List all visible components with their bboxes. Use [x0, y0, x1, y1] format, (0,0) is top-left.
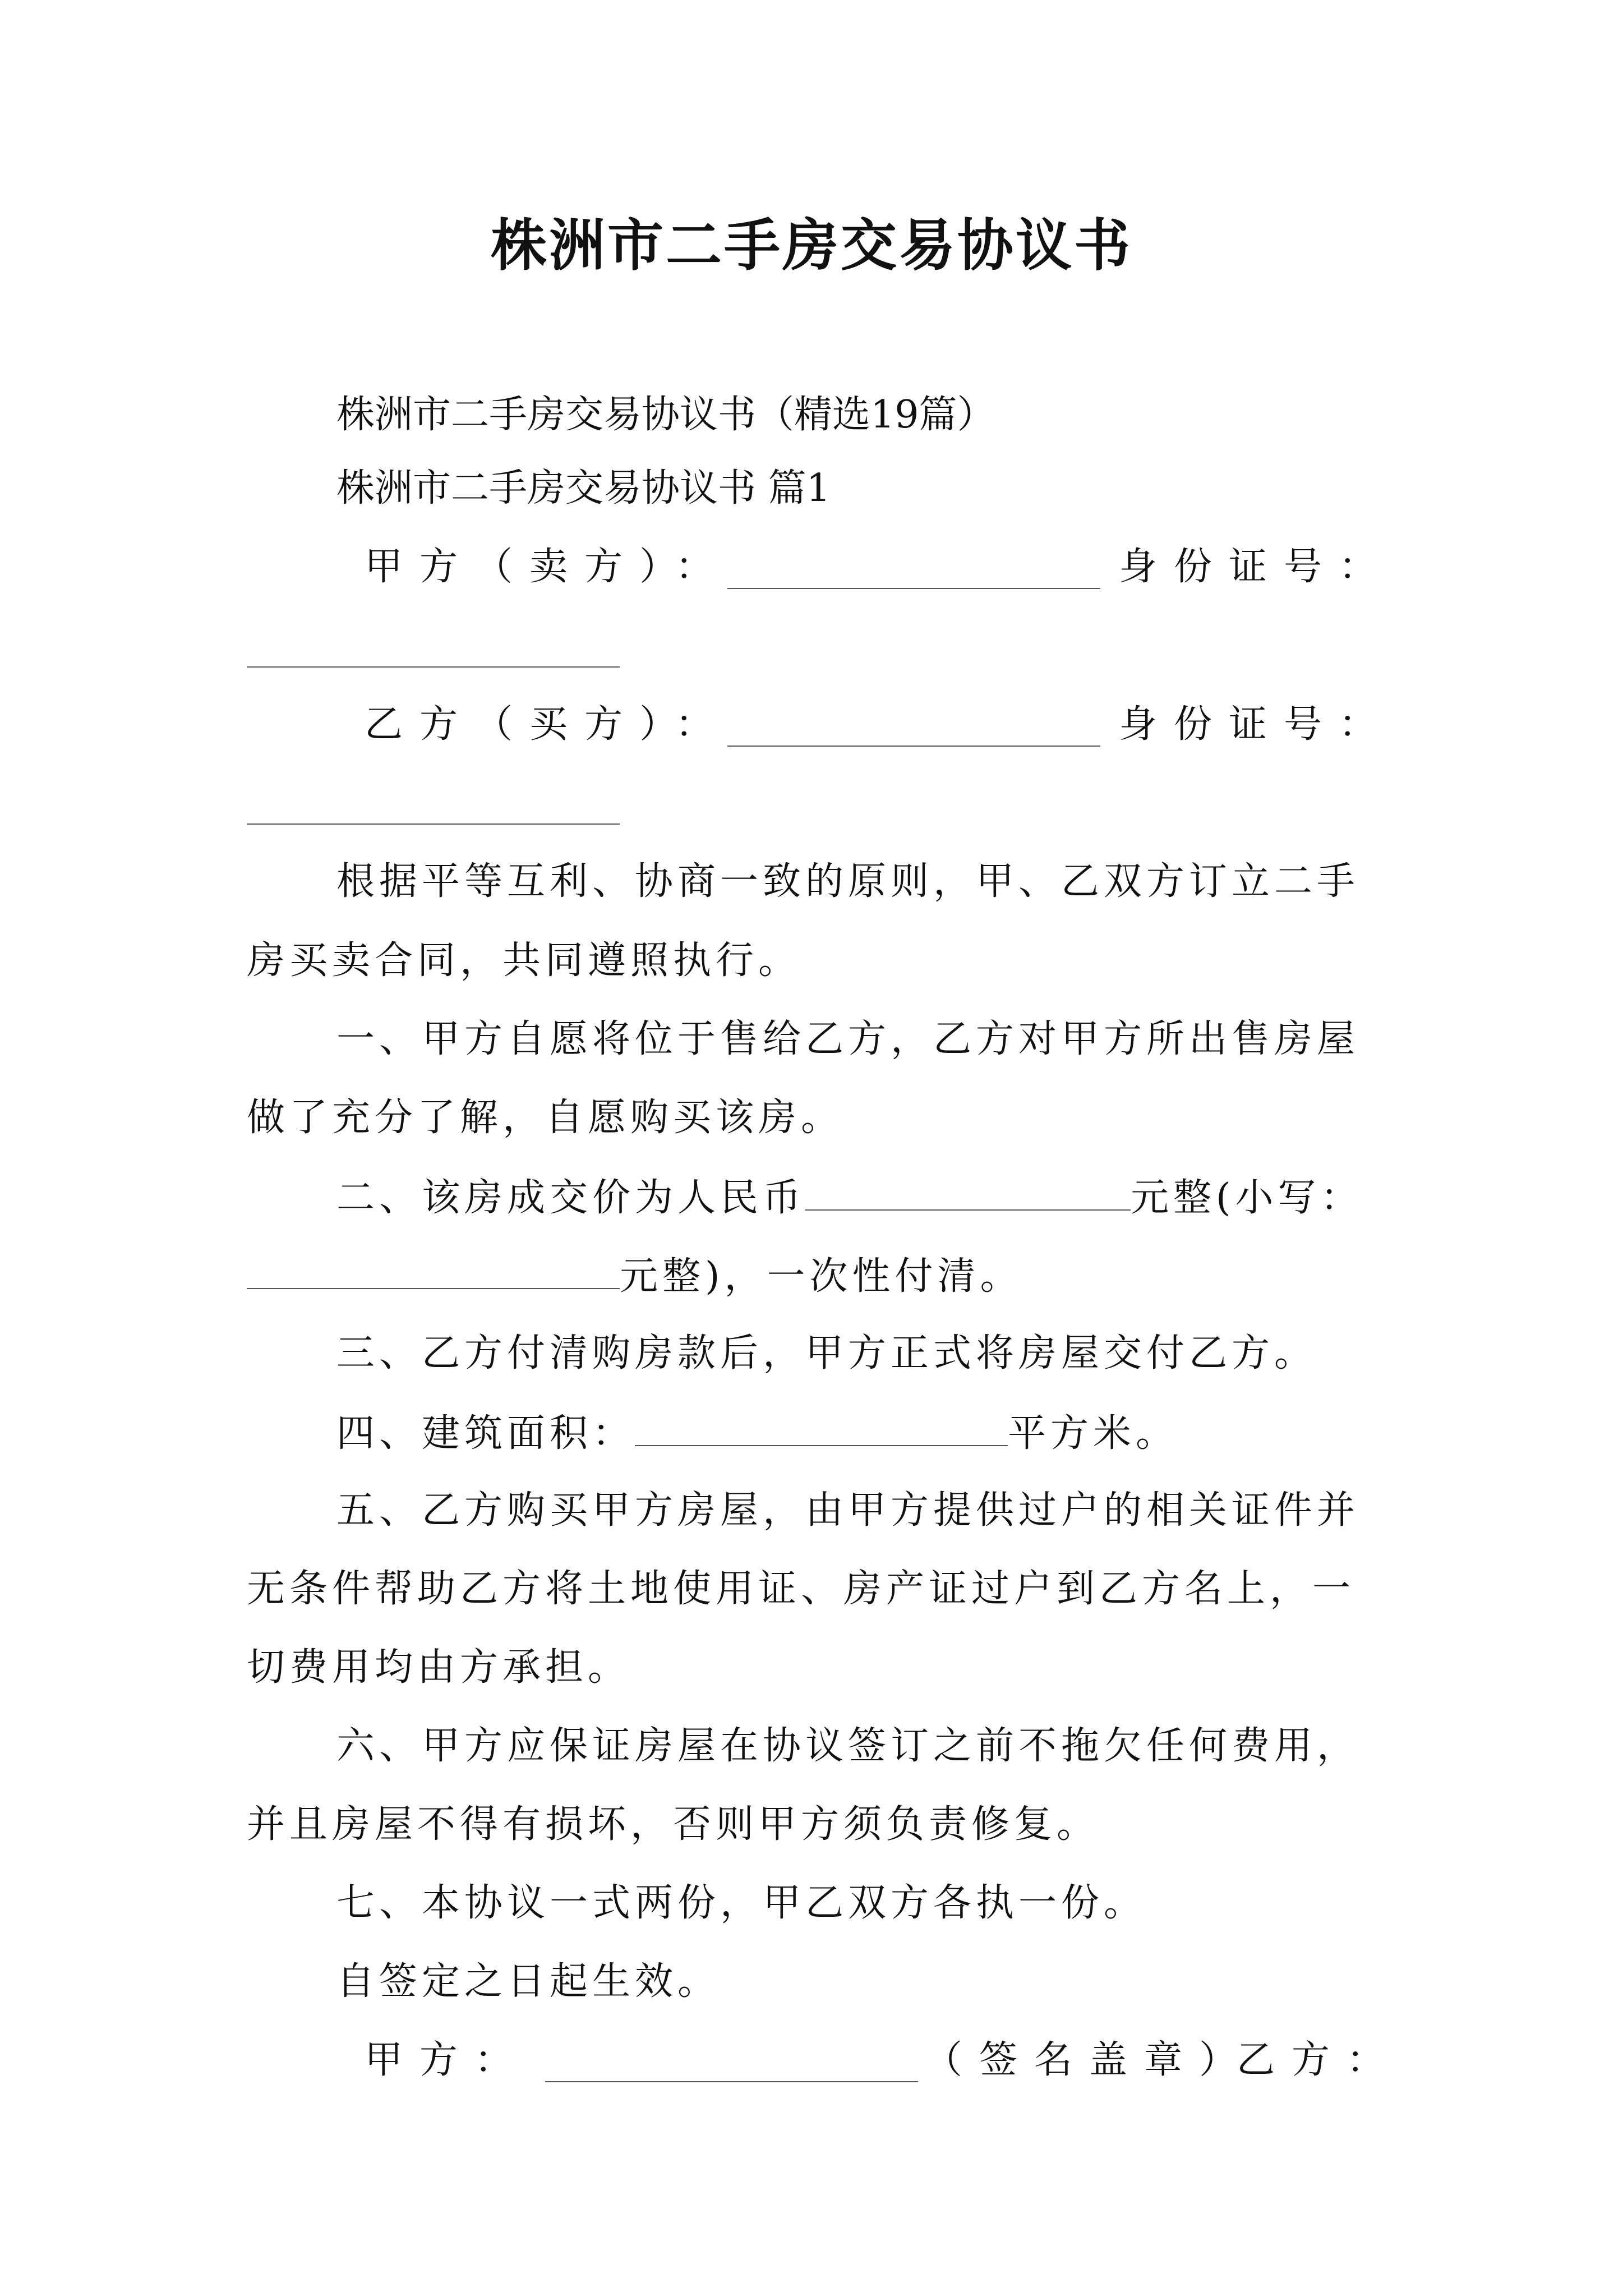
clause-1-line-1: 一、甲方自愿将位于售给乙方，乙方对甲方所出售房屋 [336, 1017, 1360, 1061]
intro-line-1: 根据平等互利、协商一致的原则，甲、乙双方订立二手 [336, 859, 1360, 904]
party-b-id-blank [247, 823, 620, 825]
price-lowercase-blank [247, 1250, 620, 1289]
clause-2-payment-text: 元整)，一次性付清。 [620, 1254, 1023, 1299]
clause-2-line-1 [336, 1171, 1363, 1223]
chapter-heading: 株洲市二手房交易协议书 篇1 [336, 466, 831, 510]
document-subtitle: 株洲市二手房交易协议书（精选19篇） [336, 393, 995, 437]
document-title: 株洲市二手房交易协议书 [491, 212, 1132, 278]
clause-4 [336, 1407, 1178, 1459]
clause-6-line-2: 并且房屋不得有损坏，否则甲方须负责修复。 [247, 1802, 1100, 1847]
clause-7: 七、本协议一式两份，甲乙双方各执一份。 [336, 1881, 1147, 1925]
effective-statement: 自签定之日起生效。 [336, 1959, 721, 2004]
clause-6-line-1: 六、甲方应保证房屋在协议签订之前不拖欠任何费用， [336, 1724, 1360, 1768]
signature-a-label: 甲方： [365, 2038, 530, 2082]
party-b-name-blank [727, 746, 1100, 747]
party-a-label: 甲方（卖方）： [365, 545, 731, 589]
signature-a-blank [545, 2081, 918, 2082]
party-b-label: 乙方（买方）： [365, 702, 731, 747]
price-amount-blank [805, 1171, 1131, 1211]
clause-2-lowercase-label: 元整(小写： [1131, 1176, 1363, 1220]
clause-5-line-3: 切费用均由方承担。 [247, 1645, 631, 1690]
signature-seal-note: （签名盖章） [924, 2038, 1255, 2082]
clause-5-line-2: 无条件帮助乙方将土地使用证、房产证过户到乙方名上，一 [247, 1567, 1355, 1611]
party-b-id-label: 身份证号： [1119, 702, 1394, 747]
party-a-name-blank [727, 588, 1100, 589]
intro-line-2: 房买卖合同，共同遵照执行。 [247, 938, 801, 983]
clause-1-line-2: 做了充分了解，自愿购买该房。 [247, 1096, 844, 1140]
clause-4-unit: 平方米。 [1008, 1411, 1179, 1456]
clause-5-line-1: 五、乙方购买甲方房屋，由甲方提供过户的相关证件并 [336, 1488, 1360, 1533]
clause-2-line-2 [247, 1250, 1023, 1302]
clause-4-area-label: 四、建筑面积： [336, 1411, 635, 1456]
clause-2-price-label: 二、该房成交价为人民币 [336, 1176, 806, 1220]
party-a-id-blank [247, 666, 620, 668]
clause-3: 三、乙方付清购房款后，甲方正式将房屋交付乙方。 [336, 1331, 1317, 1375]
signature-b-label: 乙方： [1237, 2038, 1402, 2082]
area-blank [635, 1407, 1008, 1446]
party-a-id-label: 身份证号： [1119, 545, 1394, 589]
